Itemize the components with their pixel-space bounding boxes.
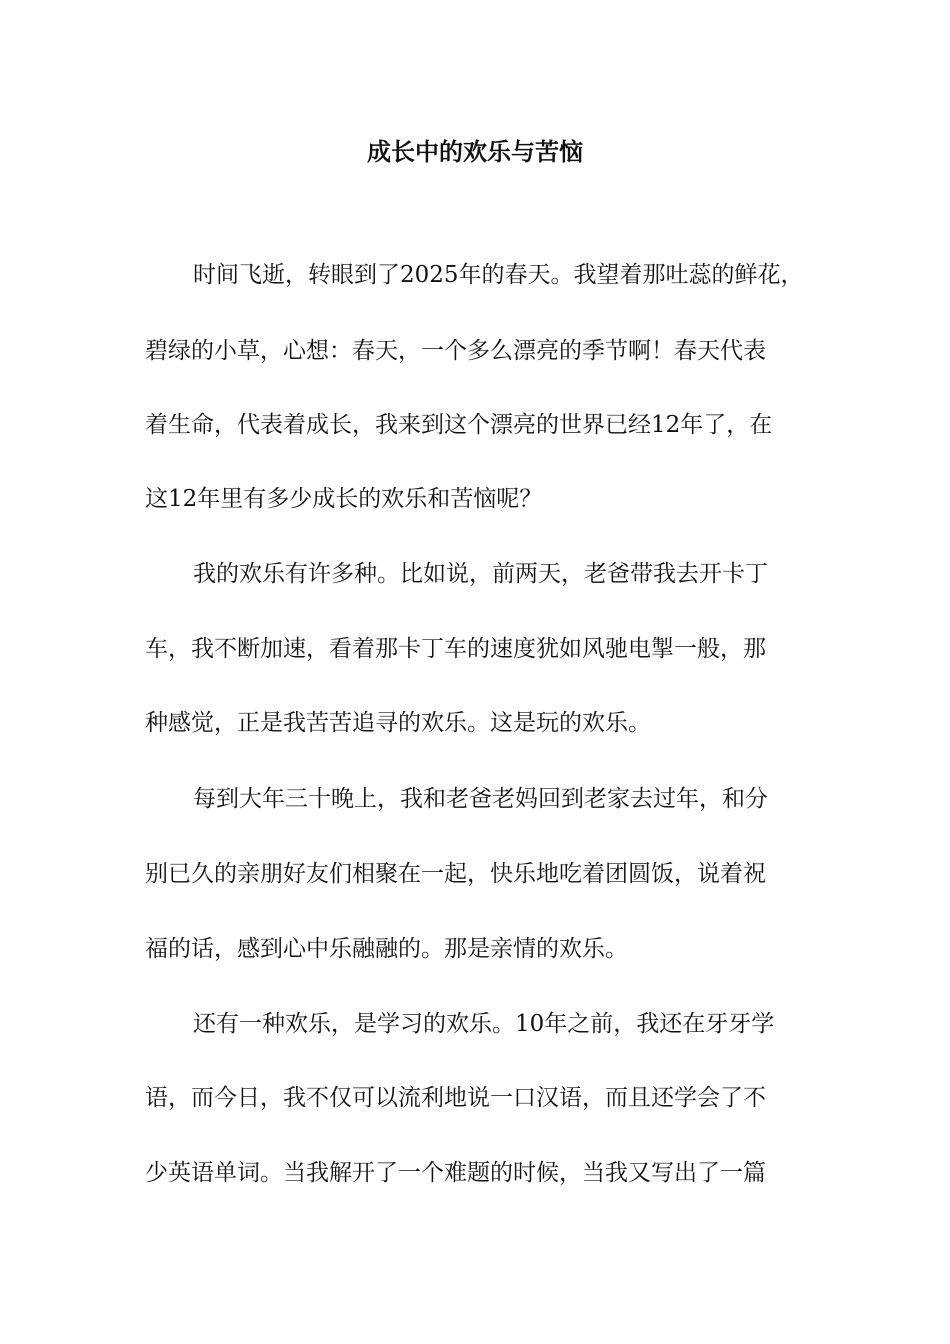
paragraph-4-line-2: 语，而今日，我不仅可以流利地说一口汉语，而且还学会了不 <box>145 1085 766 1111</box>
document-title: 成长中的欢乐与苦恼 <box>367 138 583 166</box>
paragraph-2-line-1: 我的欢乐有许多种。比如说，前两天，老爸带我去开卡丁 <box>193 561 768 587</box>
paragraph-4-line-1: 还有一种欢乐，是学习的欢乐。10年之前，我还在牙牙学 <box>193 1011 775 1037</box>
paragraph-3-line-1: 每到大年三十晚上，我和老爸老妈回到老家去过年，和分 <box>193 786 768 812</box>
paragraph-1-line-1: 时间飞逝，转眼到了2025年的春天。我望着那吐蕊的鲜花， <box>193 262 804 288</box>
paragraph-3-line-2: 别已久的亲朋好友们相聚在一起，快乐地吃着团圆饭，说着祝 <box>145 861 766 887</box>
paragraph-2-line-2: 车，我不断加速，看着那卡丁车的速度犹如风驰电掣一般，那 <box>145 636 766 662</box>
paragraph-1-line-3: 着生命，代表着成长，我来到这个漂亮的世界已经12年了，在 <box>145 412 773 438</box>
paragraph-4-line-3: 少英语单词。当我解开了一个难题的时候，当我又写出了一篇 <box>145 1160 766 1186</box>
paragraph-1-line-2: 碧绿的小草，心想：春天，一个多么漂亮的季节啊！春天代表 <box>145 338 766 364</box>
paragraph-3-line-3: 福的话，感到心中乐融融的。那是亲情的欢乐。 <box>145 936 628 962</box>
paragraph-2-line-3: 种感觉，正是我苦苦追寻的欢乐。这是玩的欢乐。 <box>145 710 651 736</box>
paragraph-1-line-4: 这12年里有多少成长的欢乐和苦恼呢？ <box>145 486 543 512</box>
